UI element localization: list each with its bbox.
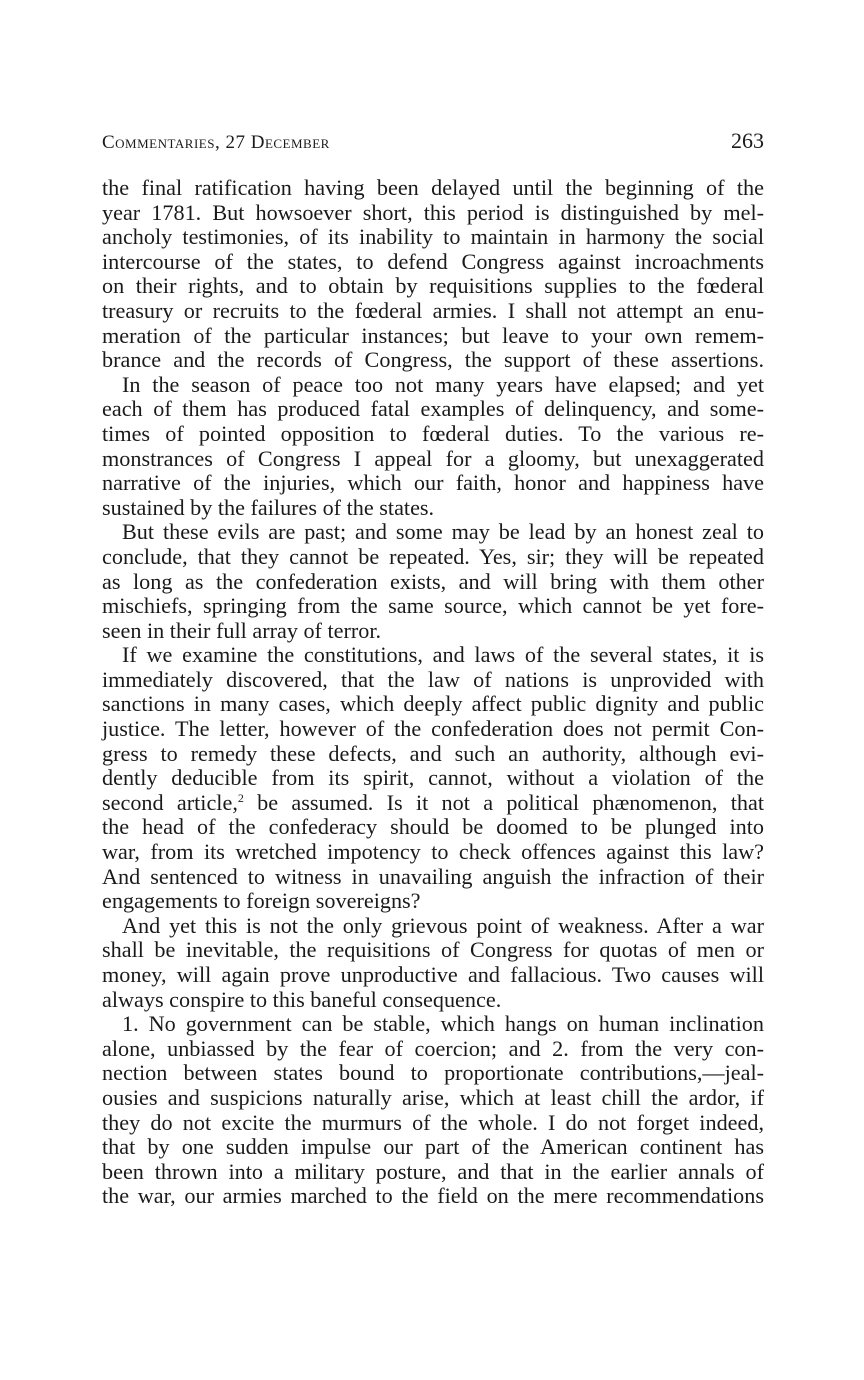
text-line	[102, 865, 764, 890]
text-line	[102, 594, 764, 619]
text-line-content: nection between states bound to proportionate contributions,—jeal-	[102, 1060, 764, 1086]
text-line-content: sanctions in many cases, which deeply affect public dignity and public	[102, 691, 764, 717]
text-line	[102, 742, 764, 767]
text-line-content: In the season of peace too not many years have elapsed; and yet	[122, 371, 764, 397]
text-line	[102, 643, 764, 668]
text-line-content: each of them has produced fatal examples of delinquency, and some-	[102, 396, 764, 422]
text-line-content: sustained by the failures of the states.	[102, 494, 435, 520]
text-line	[102, 1111, 764, 1136]
text-line	[102, 717, 764, 742]
text-line	[102, 570, 764, 595]
text-line-content: dently deducible from its spirit, cannot, without a violation of the	[102, 765, 764, 791]
text-line-content: on their rights, and to obtain by requisitions supplies to the fœderal	[102, 273, 764, 299]
text-line-content: engagements to foreign sovereigns?	[102, 888, 421, 914]
text-line-content: year 1781. But howsoever short, this period is distinguished by mel-	[102, 199, 764, 225]
text-line-content: always conspire to this baneful consequence.	[102, 986, 502, 1012]
text-line	[102, 963, 764, 988]
body-text	[102, 176, 764, 1209]
text-line-content: narrative of the injuries, which our faith, honor and happiness have	[102, 470, 764, 496]
text-line-content: But these evils are past; and some may be lead by an honest zeal to	[122, 519, 764, 545]
text-line	[102, 619, 764, 644]
text-line-content: as long as the confederation exists, and will bring with them other	[102, 568, 764, 594]
text-line-content: treasury or recruits to the fœderal armies. I shall not attempt an enu-	[102, 297, 764, 323]
running-head-title: Commentaries, 27 December	[102, 132, 330, 153]
text-line-content: the head of the confederacy should be doomed to be plunged into	[102, 814, 764, 840]
text-line	[102, 250, 764, 275]
text-line	[102, 373, 764, 398]
text-line	[102, 324, 764, 349]
text-line-content: mischiefs, springing from the same source, which cannot be yet fore-	[102, 593, 764, 619]
text-line-content: the war, our armies marched to the field on the mere recommendations	[102, 1183, 764, 1209]
text-line	[102, 496, 764, 521]
text-line	[102, 225, 764, 250]
text-line-content: meration of the particular instances; but leave to your own remem-	[102, 322, 764, 348]
text-line	[102, 1184, 764, 1209]
text-line	[102, 815, 764, 840]
text-line	[102, 397, 764, 422]
text-line-content: immediately discovered, that the law of nations is unprovided with	[102, 666, 764, 692]
text-line	[102, 545, 764, 570]
text-line	[102, 201, 764, 226]
text-line-content: shall be inevitable, the requisitions of Congress for quotas of men or	[102, 937, 764, 963]
text-line	[102, 840, 764, 865]
text-line-tail: be assumed. Is it not a political phænomenon, that	[243, 789, 764, 815]
text-line-content: And yet this is not the only grievous point of weakness. After a war	[122, 912, 764, 938]
text-line-content: seen in their full array of terror.	[102, 617, 382, 643]
text-line-content: 1. No government can be stable, which hangs on human inclination	[122, 1011, 764, 1037]
text-line-content: conclude, that they cannot be repeated. Yes, sir; they will be repeated	[102, 543, 764, 569]
text-line-content: justice. The letter, however of the confederation does not permit Con-	[102, 716, 764, 742]
footnote-marker: 2	[237, 790, 244, 805]
text-line	[102, 1086, 764, 1111]
text-line-content: times of pointed opposition to fœderal duties. To the various re-	[102, 420, 764, 446]
text-line	[102, 1037, 764, 1062]
text-line-content: that by one sudden impulse our part of the American continent has	[102, 1134, 764, 1160]
text-line-content: intercourse of the states, to defend Congress against incroachments	[102, 248, 764, 274]
text-line-content: war, from its wretched impotency to check offences against this law?	[102, 839, 764, 865]
text-line-content: been thrown into a military posture, and that in the earlier annals of	[102, 1158, 764, 1184]
text-line	[102, 791, 764, 816]
text-line	[102, 299, 764, 324]
text-line	[102, 471, 764, 496]
running-head	[102, 128, 764, 158]
text-line	[102, 668, 764, 693]
text-line-content: gress to remedy these defects, and such an authority, although evi-	[102, 740, 764, 766]
text-line-content: ancholy testimonies, of its inability to maintain in harmony the social	[102, 224, 764, 250]
text-line	[102, 520, 764, 545]
text-line	[102, 176, 764, 201]
text-line	[102, 447, 764, 472]
text-line-content: second article,	[102, 789, 238, 815]
text-line	[102, 914, 764, 939]
text-line	[102, 938, 764, 963]
text-line-content: alone, unbiassed by the fear of coercion; and 2. from the very con-	[102, 1035, 764, 1061]
text-line	[102, 889, 764, 914]
page-number: 263	[731, 128, 764, 153]
text-line-content: If we examine the constitutions, and laws of the several states, it is	[122, 642, 764, 668]
text-line-content: the final ratification having been delayed until the beginning of the	[102, 175, 764, 200]
text-line	[102, 1061, 764, 1086]
text-line	[102, 1135, 764, 1160]
text-line-content: And sentenced to witness in unavailing anguish the infraction of their	[102, 863, 764, 889]
text-line	[102, 348, 764, 373]
text-line	[102, 1012, 764, 1037]
text-line	[102, 422, 764, 447]
text-line	[102, 1160, 764, 1185]
text-line-content: monstrances of Congress I appeal for a gloomy, but unexaggerated	[102, 445, 764, 471]
text-line	[102, 766, 764, 791]
text-line	[102, 274, 764, 299]
text-line-content: ousies and suspicions naturally arise, which at least chill the ardor, if	[102, 1084, 764, 1110]
text-line-content: they do not excite the murmurs of the whole. I do not forget indeed,	[102, 1109, 764, 1135]
text-line-content: money, will again prove unproductive and fallacious. Two causes will	[102, 962, 764, 987]
text-line	[102, 988, 764, 1013]
text-line-content: brance and the records of Congress, the support of these assertions.	[102, 347, 764, 373]
text-line	[102, 692, 764, 717]
